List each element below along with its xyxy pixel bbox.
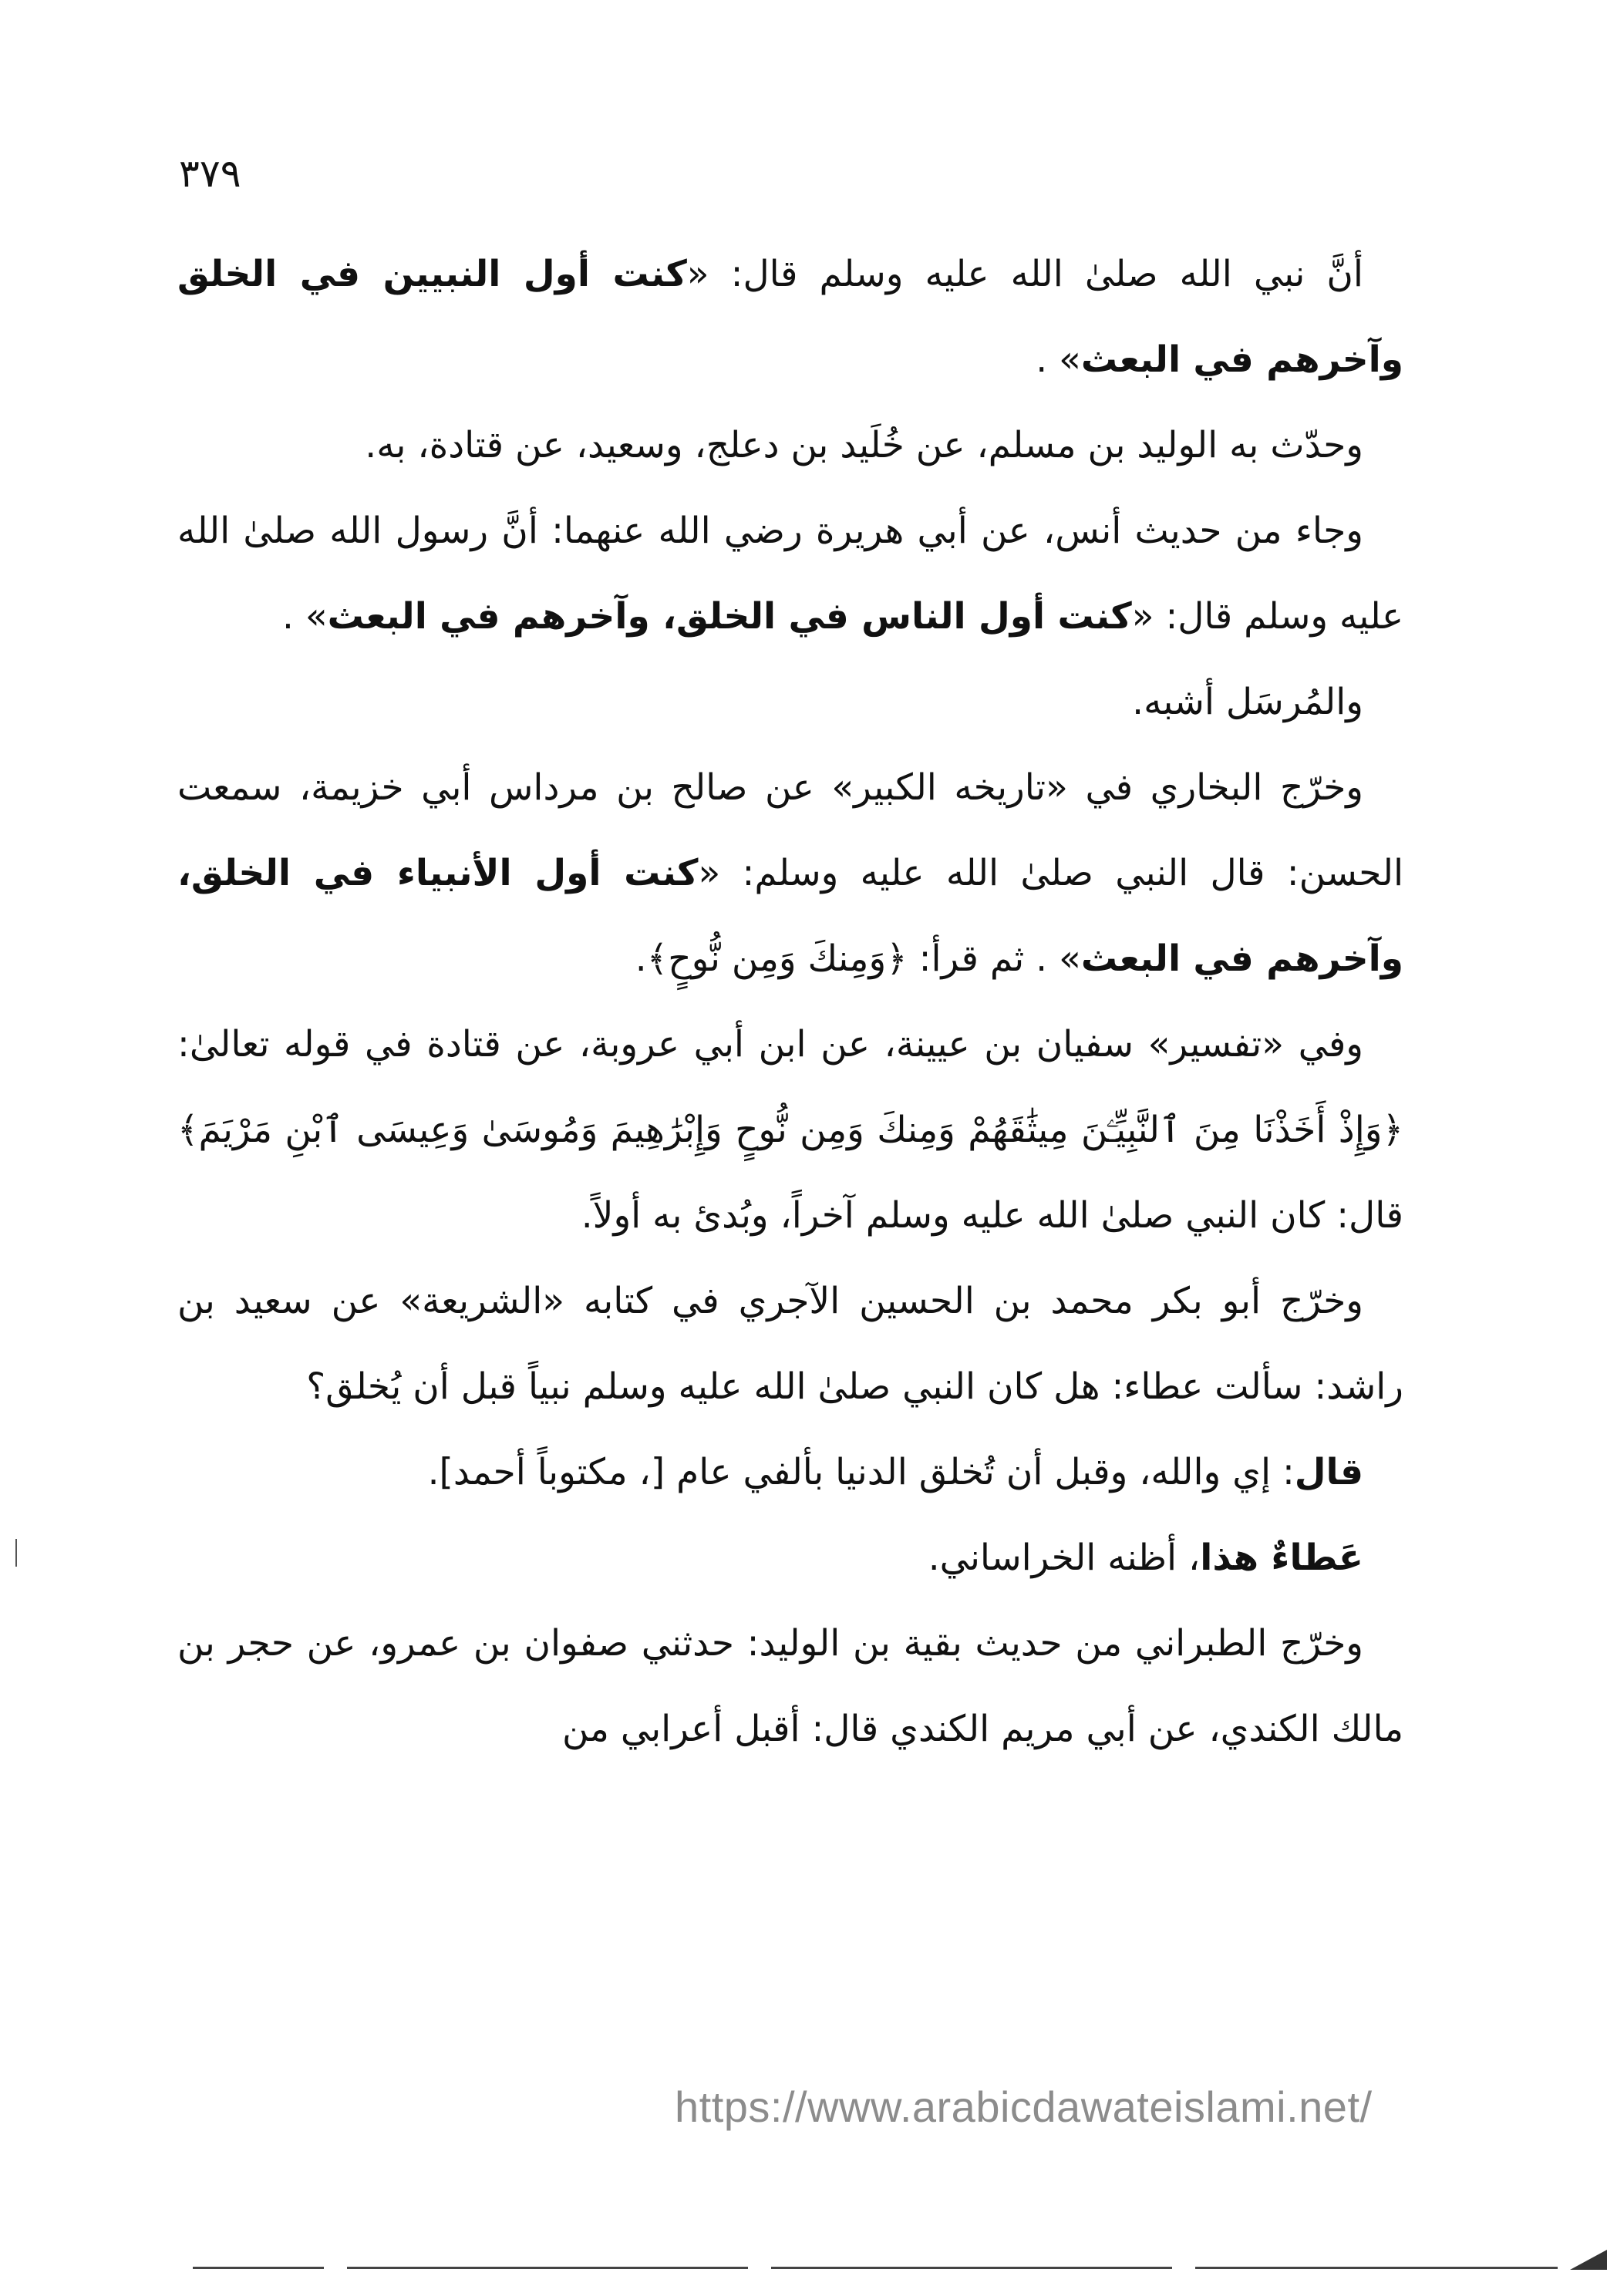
paragraph (177, 488, 1403, 659)
text-run: » . (281, 595, 328, 638)
text-run: » . ثم قرأ: ﴿وَمِنكَ وَمِن نُّوحٍ﴾. (635, 938, 1081, 980)
main-text (177, 231, 1403, 1772)
paragraph (177, 1429, 1403, 1515)
text-run: وخرّج الطبراني من حديث بقية بن الوليد: حدثني صفوان بن عمرو، عن حجر بن مالك الكندي، عن أبي مريم الكندي قال: أقبل أعرابي من (177, 1622, 1403, 1750)
text-run: ، أظنه الخراساني. (928, 1537, 1201, 1579)
bottom-rule (1195, 2267, 1558, 2269)
text-run: وخرّج أبو بكر محمد بن الحسين الآجري في كتابه «الشريعة» عن سعيد بن راشد: سألت عطاء: هل كان النبي صلىٰ الله عليه وسلم نبياً قبل أن يُخلق؟ (177, 1280, 1403, 1408)
bottom-rule (771, 2267, 1172, 2269)
paragraph (177, 402, 1403, 488)
corner-mark (1570, 2250, 1607, 2270)
bottom-rule (347, 2267, 748, 2269)
paragraph (177, 745, 1403, 1002)
text-run: أنَّ نبي الله صلىٰ الله عليه وسلم قال: « (686, 253, 1363, 295)
watermark-url[interactable]: https://www.arabicdawateislami.net/ (675, 2082, 1373, 2131)
text-run: وجاء من حديث أنس، عن أبي هريرة رضي الله عنهما: أنَّ رسول الله صلىٰ الله عليه وسلم قال: « (177, 510, 1403, 638)
paragraph (177, 231, 1403, 402)
text-run: : إي والله، وقبل أن تُخلق الدنيا بألفي عام [، مكتوباً أحمد]. (427, 1451, 1295, 1493)
margin-mark (15, 1539, 17, 1567)
bold-text-run: كنت أول الناس في الخلق، وآخرهم في البعث (327, 595, 1132, 638)
bold-text-run: كنت أول النبيين في الخلق وآخرهم في البعث (177, 253, 1403, 381)
text-run: وحدّث به الوليد بن مسلم، عن خُلَيد بن دعلج، وسعيد، عن قتادة، به. (365, 424, 1363, 466)
bold-text-run: عَطاءٌ هذا (1200, 1537, 1363, 1579)
bold-text-run: كنت أول الأنبياء في الخلق، وآخرهم في البعث (177, 852, 1403, 980)
text-run: وخرّج البخاري في «تاريخه الكبير» عن صالح بن مرداس أبي خزيمة، سمعت الحسن: قال النبي صلىٰ الله عليه وسلم: « (177, 766, 1403, 894)
text-run: وفي «تفسير» سفيان بن عيينة، عن ابن أبي عروبة، عن قتادة في قوله تعالىٰ: ﴿وَإِذْ أَخَذْنَا مِنَ ٱلنَّبِيِّـۧنَ مِيثَٰقَهُمْ وَمِنكَ وَمِن نُّوحٍ وَإِبْرَٰهِيمَ وَمُوسَىٰ وَعِيسَى ٱبْنِ مَرْيَمَ﴾ قال: كان النبي صلىٰ الله عليه وسلم آخراً، وبُدئ به أولاً. (177, 1023, 1403, 1237)
bottom-rule (193, 2267, 324, 2269)
paragraph (177, 1601, 1403, 1772)
page-number: ٣٧٩ (179, 151, 241, 196)
paragraph (177, 1258, 1403, 1429)
paragraph (177, 1002, 1403, 1258)
paragraph (177, 659, 1403, 745)
text-run: والمُرسَل أشبه. (1132, 681, 1363, 723)
text-run: » . (1036, 338, 1081, 381)
bold-text-run: قال (1294, 1451, 1363, 1493)
paragraph (177, 1515, 1403, 1601)
